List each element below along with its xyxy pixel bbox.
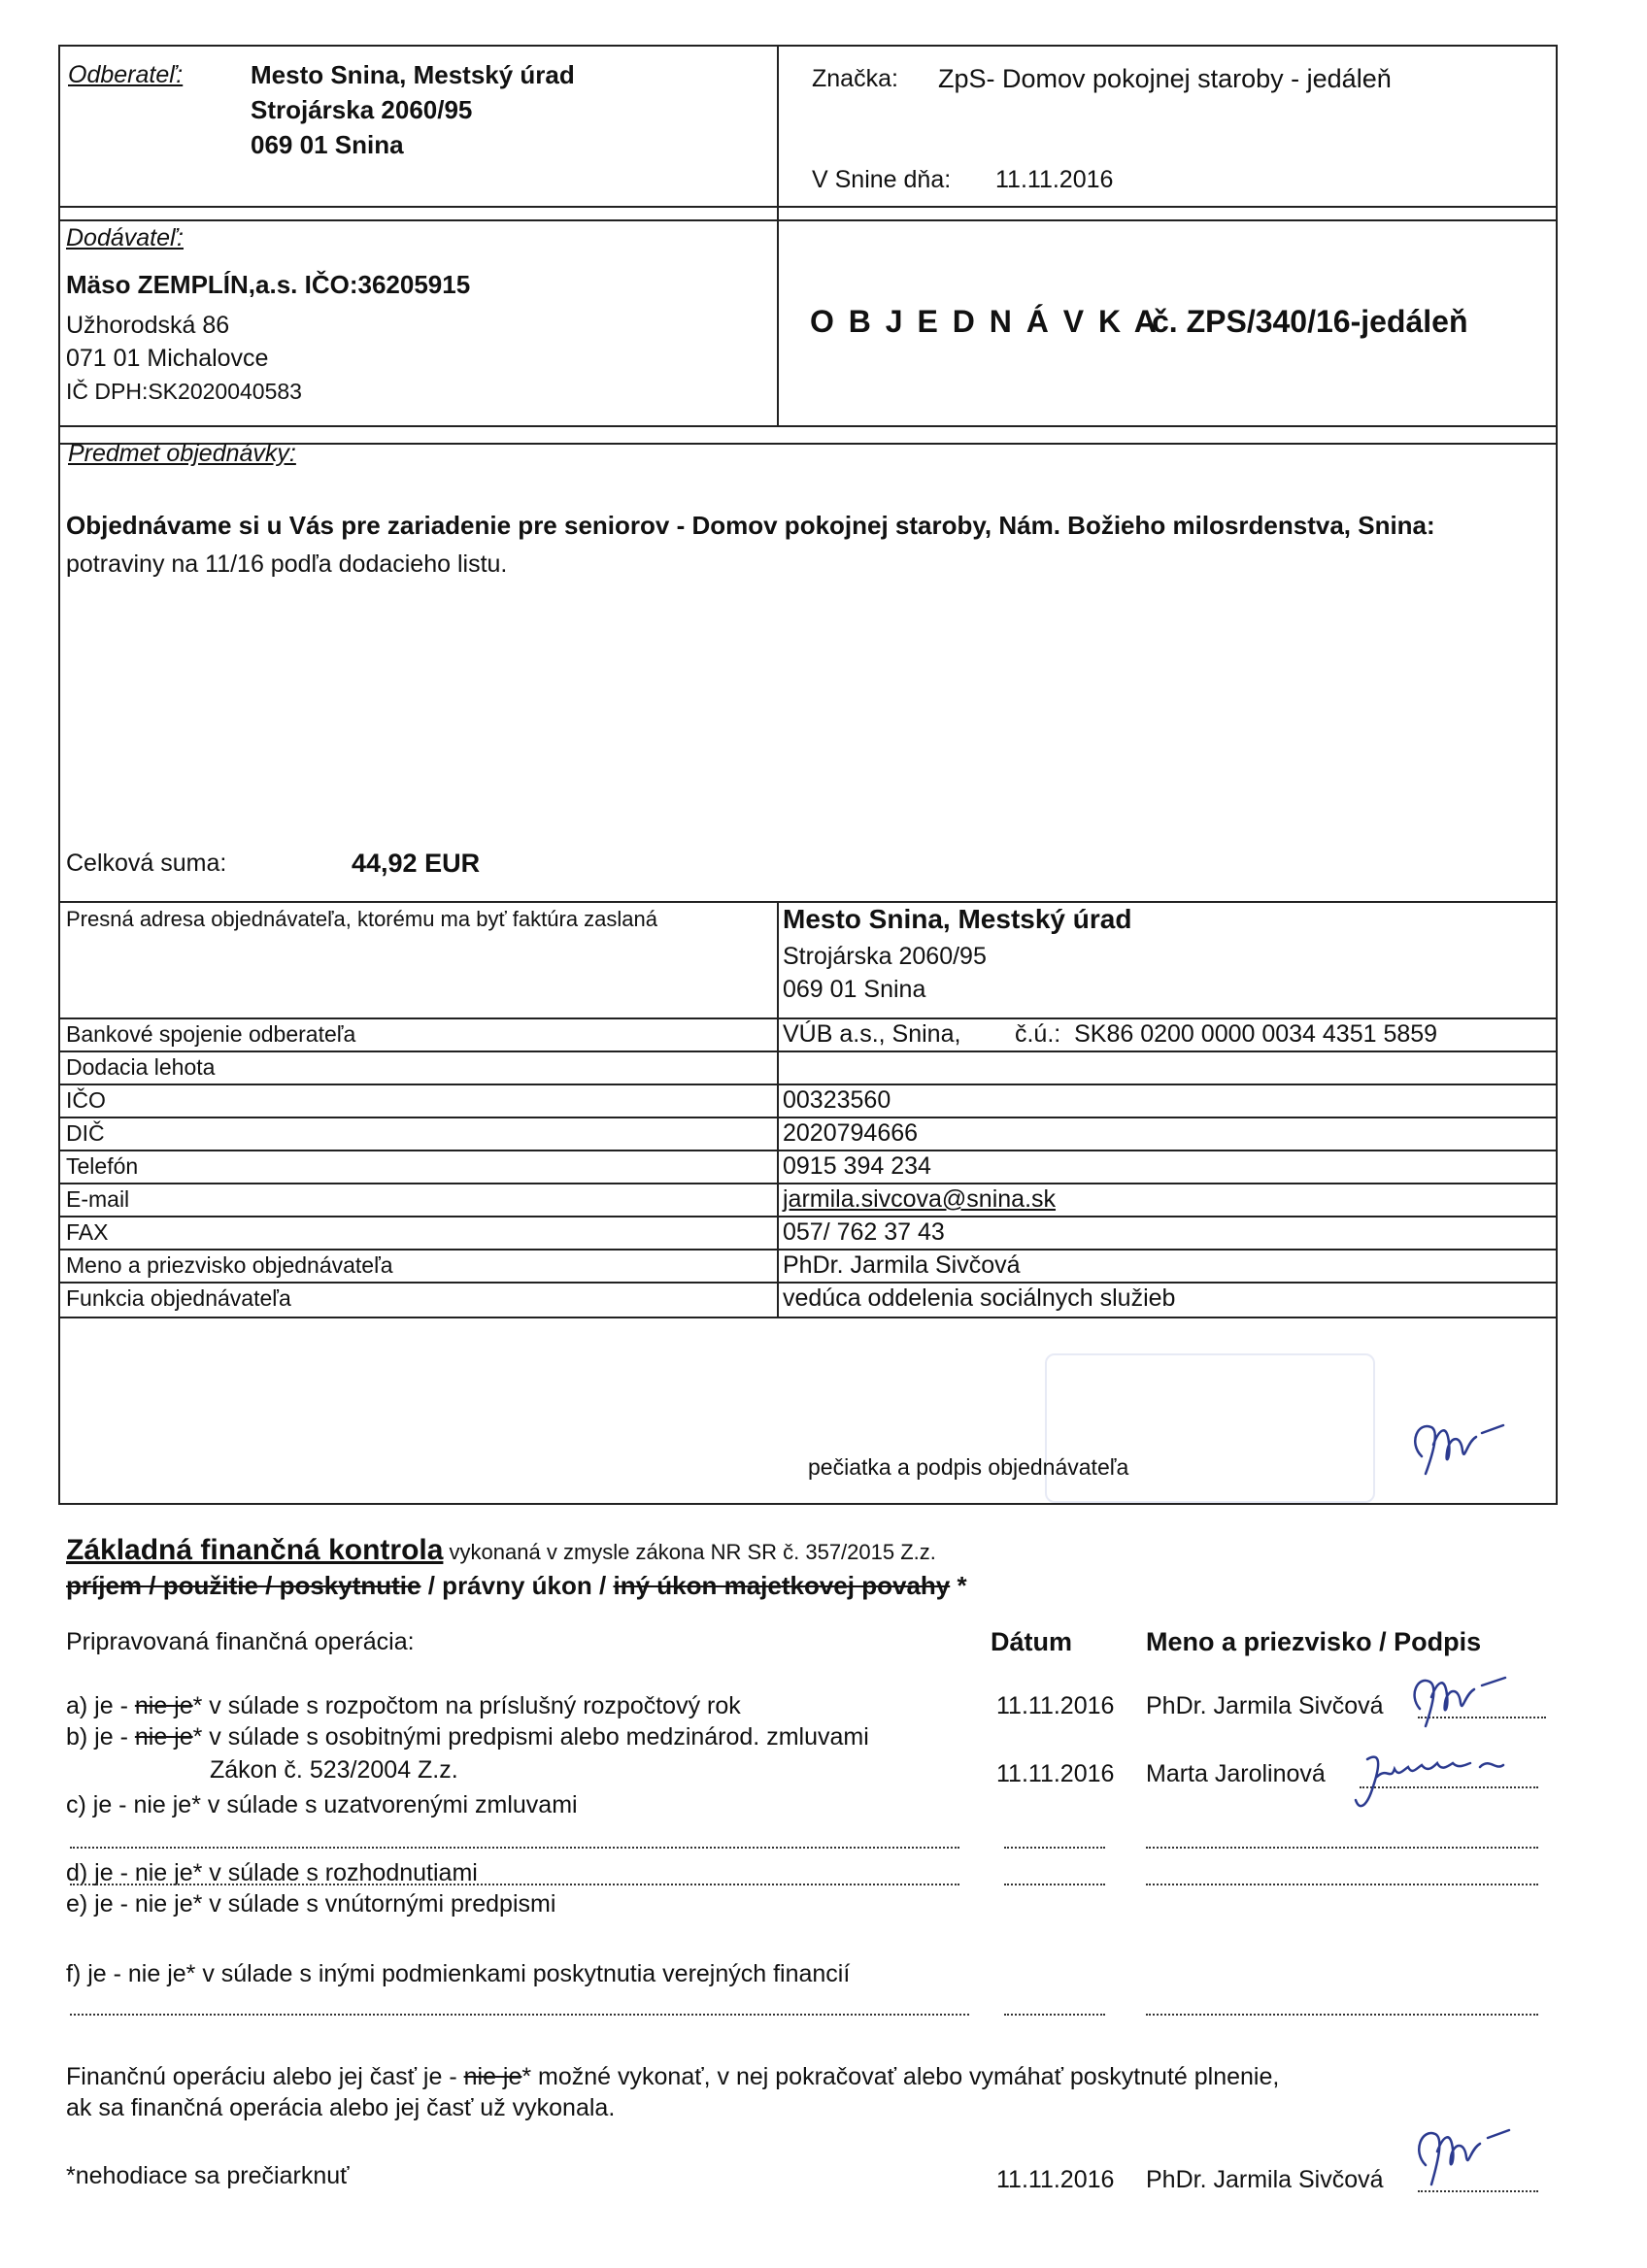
final-name: PhDr. Jarmila Sivčová	[1146, 2166, 1384, 2193]
signature-b	[1344, 1738, 1538, 1825]
check-c: c) je - nie je* v súlade s uzatvorenými zmluvami	[66, 1791, 578, 1818]
info-divider	[777, 901, 779, 1317]
supplier-label: Dodávateľ:	[66, 224, 184, 251]
check-b-date: 11.11.2016	[996, 1760, 1115, 1787]
check-b	[66, 1722, 869, 1751]
final-date: 11.11.2016	[996, 2166, 1115, 2193]
orderer-function-value: vedúca oddelenia sociálnych služieb	[783, 1284, 1176, 1312]
stamp-label: pečiatka a podpis objednávateľa	[808, 1454, 1129, 1480]
order-title: O B J E D N Á V K A	[810, 304, 1160, 339]
final1-strike: nie je	[463, 2063, 522, 2090]
info-top-rule	[58, 901, 1558, 903]
footnote: *nehodiace sa prečiarknuť	[66, 2162, 350, 2189]
bank-value: VÚB a.s., Snina, č.ú.: SK86 0200 0000 0034 4351 5859	[783, 1020, 1438, 1048]
orderer-name-value: PhDr. Jarmila Sivčová	[783, 1251, 1021, 1279]
control-line-2	[66, 1571, 967, 1600]
date-label: V Snine dňa:	[812, 166, 952, 193]
dic-label: DIČ	[66, 1120, 105, 1146]
control-title: Základná finančná kontrola	[66, 1534, 444, 1566]
check-a-date: 11.11.2016	[996, 1692, 1115, 1719]
header-rule-2	[58, 219, 1558, 221]
check-a-post: * v súlade s rozpočtom na príslušný rozpočtový rok	[192, 1692, 741, 1719]
check-c-date-dots	[1004, 1847, 1105, 1849]
header-divider	[777, 45, 779, 425]
check-b-law: Zákon č. 523/2004 Z.z.	[210, 1756, 458, 1784]
check-d-date-dots	[1004, 1884, 1105, 1885]
check-d-dots	[70, 1884, 959, 1885]
address-label: Presná adresa objednávateľa, ktorému ma byť faktúra zaslaná	[66, 907, 658, 931]
email-value[interactable]: jarmila.sivcova@snina.sk	[783, 1185, 1057, 1213]
email-label: E-mail	[66, 1186, 130, 1212]
znacka-label: Značka:	[812, 65, 898, 92]
check-f-name-dots	[1146, 2014, 1538, 2016]
address-line-3: 069 01 Snina	[783, 976, 926, 1003]
check-a-strike: nie je	[134, 1692, 193, 1719]
check-c-name-dots	[1146, 1847, 1538, 1849]
subject-main: Objednávame si u Vás pre zariadenie pre seniorov - Domov pokojnej staroby, Nám. Božieho milosrdenstva, Snina:	[66, 511, 1435, 540]
name-column-header: Meno a priezvisko / Podpis	[1146, 1627, 1482, 1656]
odberatel-label: Odberateľ:	[68, 61, 184, 88]
address-line-2: Strojárska 2060/95	[783, 943, 987, 970]
signature-stamp	[1389, 1394, 1515, 1501]
fax-value: 057/ 762 37 43	[783, 1218, 945, 1246]
header-rule	[58, 206, 1558, 208]
subject-label: Predmet objednávky:	[68, 440, 296, 467]
total-label: Celková suma:	[66, 850, 227, 877]
check-f-dots	[70, 2014, 969, 2016]
check-d-name-dots	[1146, 1884, 1538, 1885]
bank-label: Bankové spojenie odberateľa	[66, 1021, 356, 1047]
total-value: 44,92 EUR	[352, 849, 481, 878]
check-f-date-dots	[1004, 2014, 1105, 2016]
check-b-strike: nie je	[134, 1723, 193, 1751]
ico-value: 00323560	[783, 1086, 891, 1114]
orderer-function-label: Funkcia objednávateľa	[66, 1285, 291, 1311]
signature-a	[1393, 1651, 1529, 1738]
check-a-pre: a) je -	[66, 1692, 135, 1719]
control-line2-struck-a: príjem / použitie / poskytnutie	[66, 1571, 421, 1600]
phone-value: 0915 394 234	[783, 1152, 931, 1180]
delivery-label: Dodacia lehota	[66, 1054, 216, 1080]
odberatel-line-2: Strojárska 2060/95	[251, 95, 473, 124]
info-row-rule	[58, 1051, 1558, 1052]
order-number: č. ZPS/340/16-jedáleň	[1152, 304, 1468, 339]
dic-value: 2020794666	[783, 1119, 919, 1147]
check-a	[66, 1691, 741, 1720]
final-line-1	[66, 2062, 1279, 2091]
supplier-name: Mäso ZEMPLÍN,a.s. IČO:36205915	[66, 270, 471, 299]
orderer-name-label: Meno a priezvisko objednávateľa	[66, 1252, 393, 1278]
check-b-post: * v súlade s osobitnými predpismi alebo medzinárod. zmluvami	[192, 1723, 869, 1751]
final1-pre: Finančnú operáciu alebo jej časť je -	[66, 2063, 464, 2090]
date-column-header: Dátum	[991, 1627, 1073, 1656]
final-line-2: ak sa finančná operácia alebo jej časť už vykonala.	[66, 2094, 616, 2121]
address-line-1: Mesto Snina, Mestský úrad	[783, 904, 1132, 934]
fax-label: FAX	[66, 1219, 109, 1245]
final1-post: * možné vykonať, v nej pokračovať alebo vymáhať poskytnuté plnenie,	[521, 2063, 1280, 2090]
check-b-name: Marta Jarolinová	[1146, 1760, 1326, 1787]
supplier-line-2: 071 01 Michalovce	[66, 345, 269, 372]
check-d: d) je - nie je* v súlade s rozhodnutiami	[66, 1859, 478, 1886]
odberatel-line-1: Mesto Snina, Mestský úrad	[251, 60, 575, 89]
control-line2-struck-b: iný úkon majetkovej povahy	[613, 1571, 951, 1600]
phone-label: Telefón	[66, 1153, 139, 1179]
date-value: 11.11.2016	[995, 166, 1114, 193]
signature-final	[1393, 2097, 1529, 2194]
supplier-line-3: IČ DPH:SK2020040583	[66, 379, 302, 404]
subject-detail: potraviny na 11/16 podľa dodacieho listu.	[66, 550, 508, 578]
ico-label: IČO	[66, 1087, 106, 1113]
control-title-rest: vykonaná v zmysle zákona NR SR č. 357/2015 Z.z.	[449, 1540, 936, 1564]
check-e: e) je - nie je* v súlade s vnútornými predpismi	[66, 1890, 556, 1918]
control-line2-end: *	[957, 1571, 967, 1600]
odberatel-line-3: 069 01 Snina	[251, 130, 404, 159]
supplier-rule	[58, 425, 1558, 427]
check-b-pre: b) je -	[66, 1723, 135, 1751]
znacka-value: ZpS- Domov pokojnej staroby - jedáleň	[938, 64, 1392, 93]
control-line2-mid: / právny úkon /	[427, 1571, 607, 1600]
check-a-name: PhDr. Jarmila Sivčová	[1146, 1692, 1384, 1719]
supplier-line-1: Užhorodská 86	[66, 312, 230, 339]
check-f: f) je - nie je* v súlade s inými podmienkami poskytnutia verejných financií	[66, 1960, 851, 1987]
operation-label: Pripravovaná finančná operácia:	[66, 1628, 415, 1655]
control-title-row	[66, 1536, 936, 1567]
info-bottom-rule	[58, 1317, 1558, 1318]
check-c-dots	[70, 1847, 959, 1849]
